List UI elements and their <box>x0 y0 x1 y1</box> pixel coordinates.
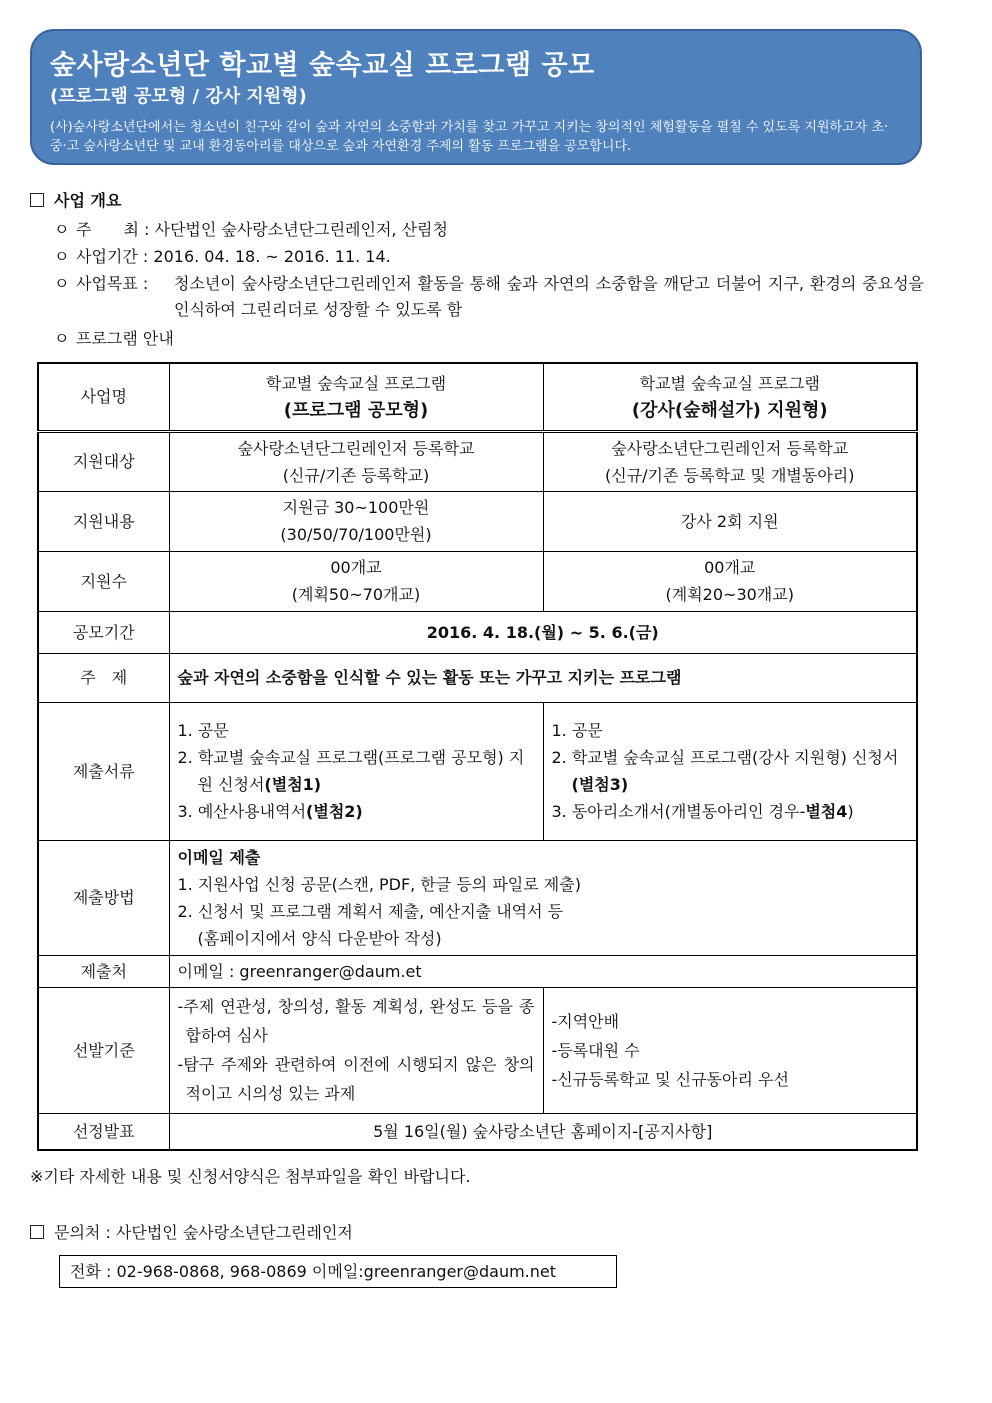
row-label-target: 지원대상 <box>38 431 169 491</box>
row-label-method: 제출방법 <box>38 840 169 955</box>
table-row <box>38 955 917 987</box>
checkbox-square-icon <box>30 1225 44 1239</box>
project-col2: 학교별 숲속교실 프로그램 (강사(숲해설가) 지원형) <box>543 363 917 431</box>
method-value: 이메일 제출 1. 지원사업 신청 공문(스캔, PDF, 한글 등의 파일로 제출) 2. 신청서 및 프로그램 계획서 제출, 예산지출 내역서 등 (홈페이지에서 양식 다운받아 작성) <box>169 840 917 955</box>
bullet-mark: ㅇ <box>54 329 70 348</box>
content-col1: 지원금 30~100만원 (30/50/70/100만원) <box>169 491 543 551</box>
program-table <box>37 362 918 1151</box>
count-col1: 00개교 (계획50~70개교) <box>169 551 543 611</box>
announcement-value: 5월 16일(월) 숲사랑소년단 홈페이지-[공지사항] <box>169 1113 917 1150</box>
project-col1: 학교별 숲속교실 프로그램 (프로그램 공모형) <box>169 363 543 431</box>
documents-col1: 1. 공문 2. 학교별 숲속교실 프로그램(프로그램 공모형) 지원 신청서(별첨1) 3. 예산사용내역서(별첨2) <box>169 702 543 840</box>
checkbox-square-icon <box>30 193 44 207</box>
contact-heading: 문의처 : 사단법인 숲사랑소년단그린레인저 <box>30 1221 353 1245</box>
host-value: 사단법인 숲사랑소년단그린레인저, 산림청 <box>154 220 448 239</box>
row-label-count: 지원수 <box>38 551 169 611</box>
overview-goal <box>54 271 924 323</box>
contact-details: 전화 : 02-968-0868, 968-0869 이메일:greenranger@daum.net <box>59 1255 617 1288</box>
overview-heading: 사업 개요 <box>30 190 121 212</box>
page-title: 숲사랑소년단 학교별 숲속교실 프로그램 공모 <box>50 50 595 81</box>
header-banner <box>30 29 922 165</box>
count-col2: 00개교 (계획20~30개교) <box>543 551 917 611</box>
row-label-criteria: 선발기준 <box>38 987 169 1113</box>
destination-value[interactable]: 이메일 : greenranger@daum.et <box>169 955 917 987</box>
goal-value: 청소년이 숲사랑소년단그린레인저 활동을 통해 숲과 자연의 소중함을 깨닫고 더불어 지구, 환경의 중요성을 인식하여 그린리더로 성장할 수 있도록 함 <box>174 274 924 319</box>
host-label: 주 최 : <box>76 220 150 239</box>
overview-period <box>54 244 391 270</box>
program-label: 프로그램 안내 <box>76 329 174 348</box>
application-period-value: 2016. 4. 18.(월) ~ 5. 6.(금) <box>169 611 917 653</box>
table-row <box>38 611 917 653</box>
bullet-mark: ㅇ <box>54 247 70 266</box>
page-subtitle: (프로그램 공모형 / 강사 지원형) <box>50 86 307 107</box>
target-col2: 숲사랑소년단그린레인저 등록학교 (신규/기존 등록학교 및 개별동아리) <box>543 431 917 491</box>
goal-label: 사업목표 : <box>76 274 149 293</box>
table-row <box>38 987 917 1113</box>
period-value: 2016. 04. 18. ~ 2016. 11. 14. <box>153 247 391 266</box>
row-label-announcement: 선정발표 <box>38 1113 169 1150</box>
row-label-project: 사업명 <box>38 363 169 431</box>
criteria-col1: -주제 연관성, 창의성, 활동 계획성, 완성도 등을 종합하여 심사 -탐구 주제와 관련하여 이전에 시행되지 않은 창의적이고 시의성 있는 과제 <box>169 987 543 1113</box>
target-col1: 숲사랑소년단그린레인저 등록학교 (신규/기존 등록학교) <box>169 431 543 491</box>
row-label-theme: 주 제 <box>38 653 169 702</box>
table-row <box>38 551 917 611</box>
content-col2: 강사 2회 지원 <box>543 491 917 551</box>
period-label: 사업기간 : <box>76 247 149 266</box>
row-label-content: 지원내용 <box>38 491 169 551</box>
theme-value: 숲과 자연의 소중함을 인식할 수 있는 활동 또는 가꾸고 지키는 프로그램 <box>169 653 917 702</box>
criteria-col2: -지역안배 -등록대원 수 -신규등록학교 및 신규동아리 우선 <box>543 987 917 1113</box>
row-label-destination: 제출처 <box>38 955 169 987</box>
bullet-mark: ㅇ <box>54 274 70 293</box>
row-label-documents: 제출서류 <box>38 702 169 840</box>
table-row <box>38 491 917 551</box>
table-row <box>38 363 917 431</box>
table-row <box>38 840 917 955</box>
overview-program <box>54 326 174 352</box>
overview-host <box>54 217 448 243</box>
footnote: ※기타 자세한 내용 및 신청서양식은 첨부파일을 확인 바랍니다. <box>30 1167 471 1186</box>
table-row <box>38 653 917 702</box>
table-row <box>38 702 917 840</box>
table-row <box>38 1113 917 1150</box>
table-row <box>38 431 917 491</box>
page-description: (사)숲사랑소년단에서는 청소년이 친구와 같이 숲과 자연의 소중함과 가치를 찾고 가꾸고 지키는 창의적인 체험활동을 펼칠 수 있도록 지원하고자 초·중·고 숲사랑소년단 및 교내 환경동아리를 대상으로 숲과 자연환경 주제의 활동 프로그램을 공모합니다. <box>50 120 889 154</box>
documents-col2: 1. 공문 2. 학교별 숲속교실 프로그램(강사 지원형) 신청서(별첨3) 3. 동아리소개서(개별동아리인 경우-별첨4) <box>543 702 917 840</box>
row-label-period: 공모기간 <box>38 611 169 653</box>
bullet-mark: ㅇ <box>54 220 70 239</box>
